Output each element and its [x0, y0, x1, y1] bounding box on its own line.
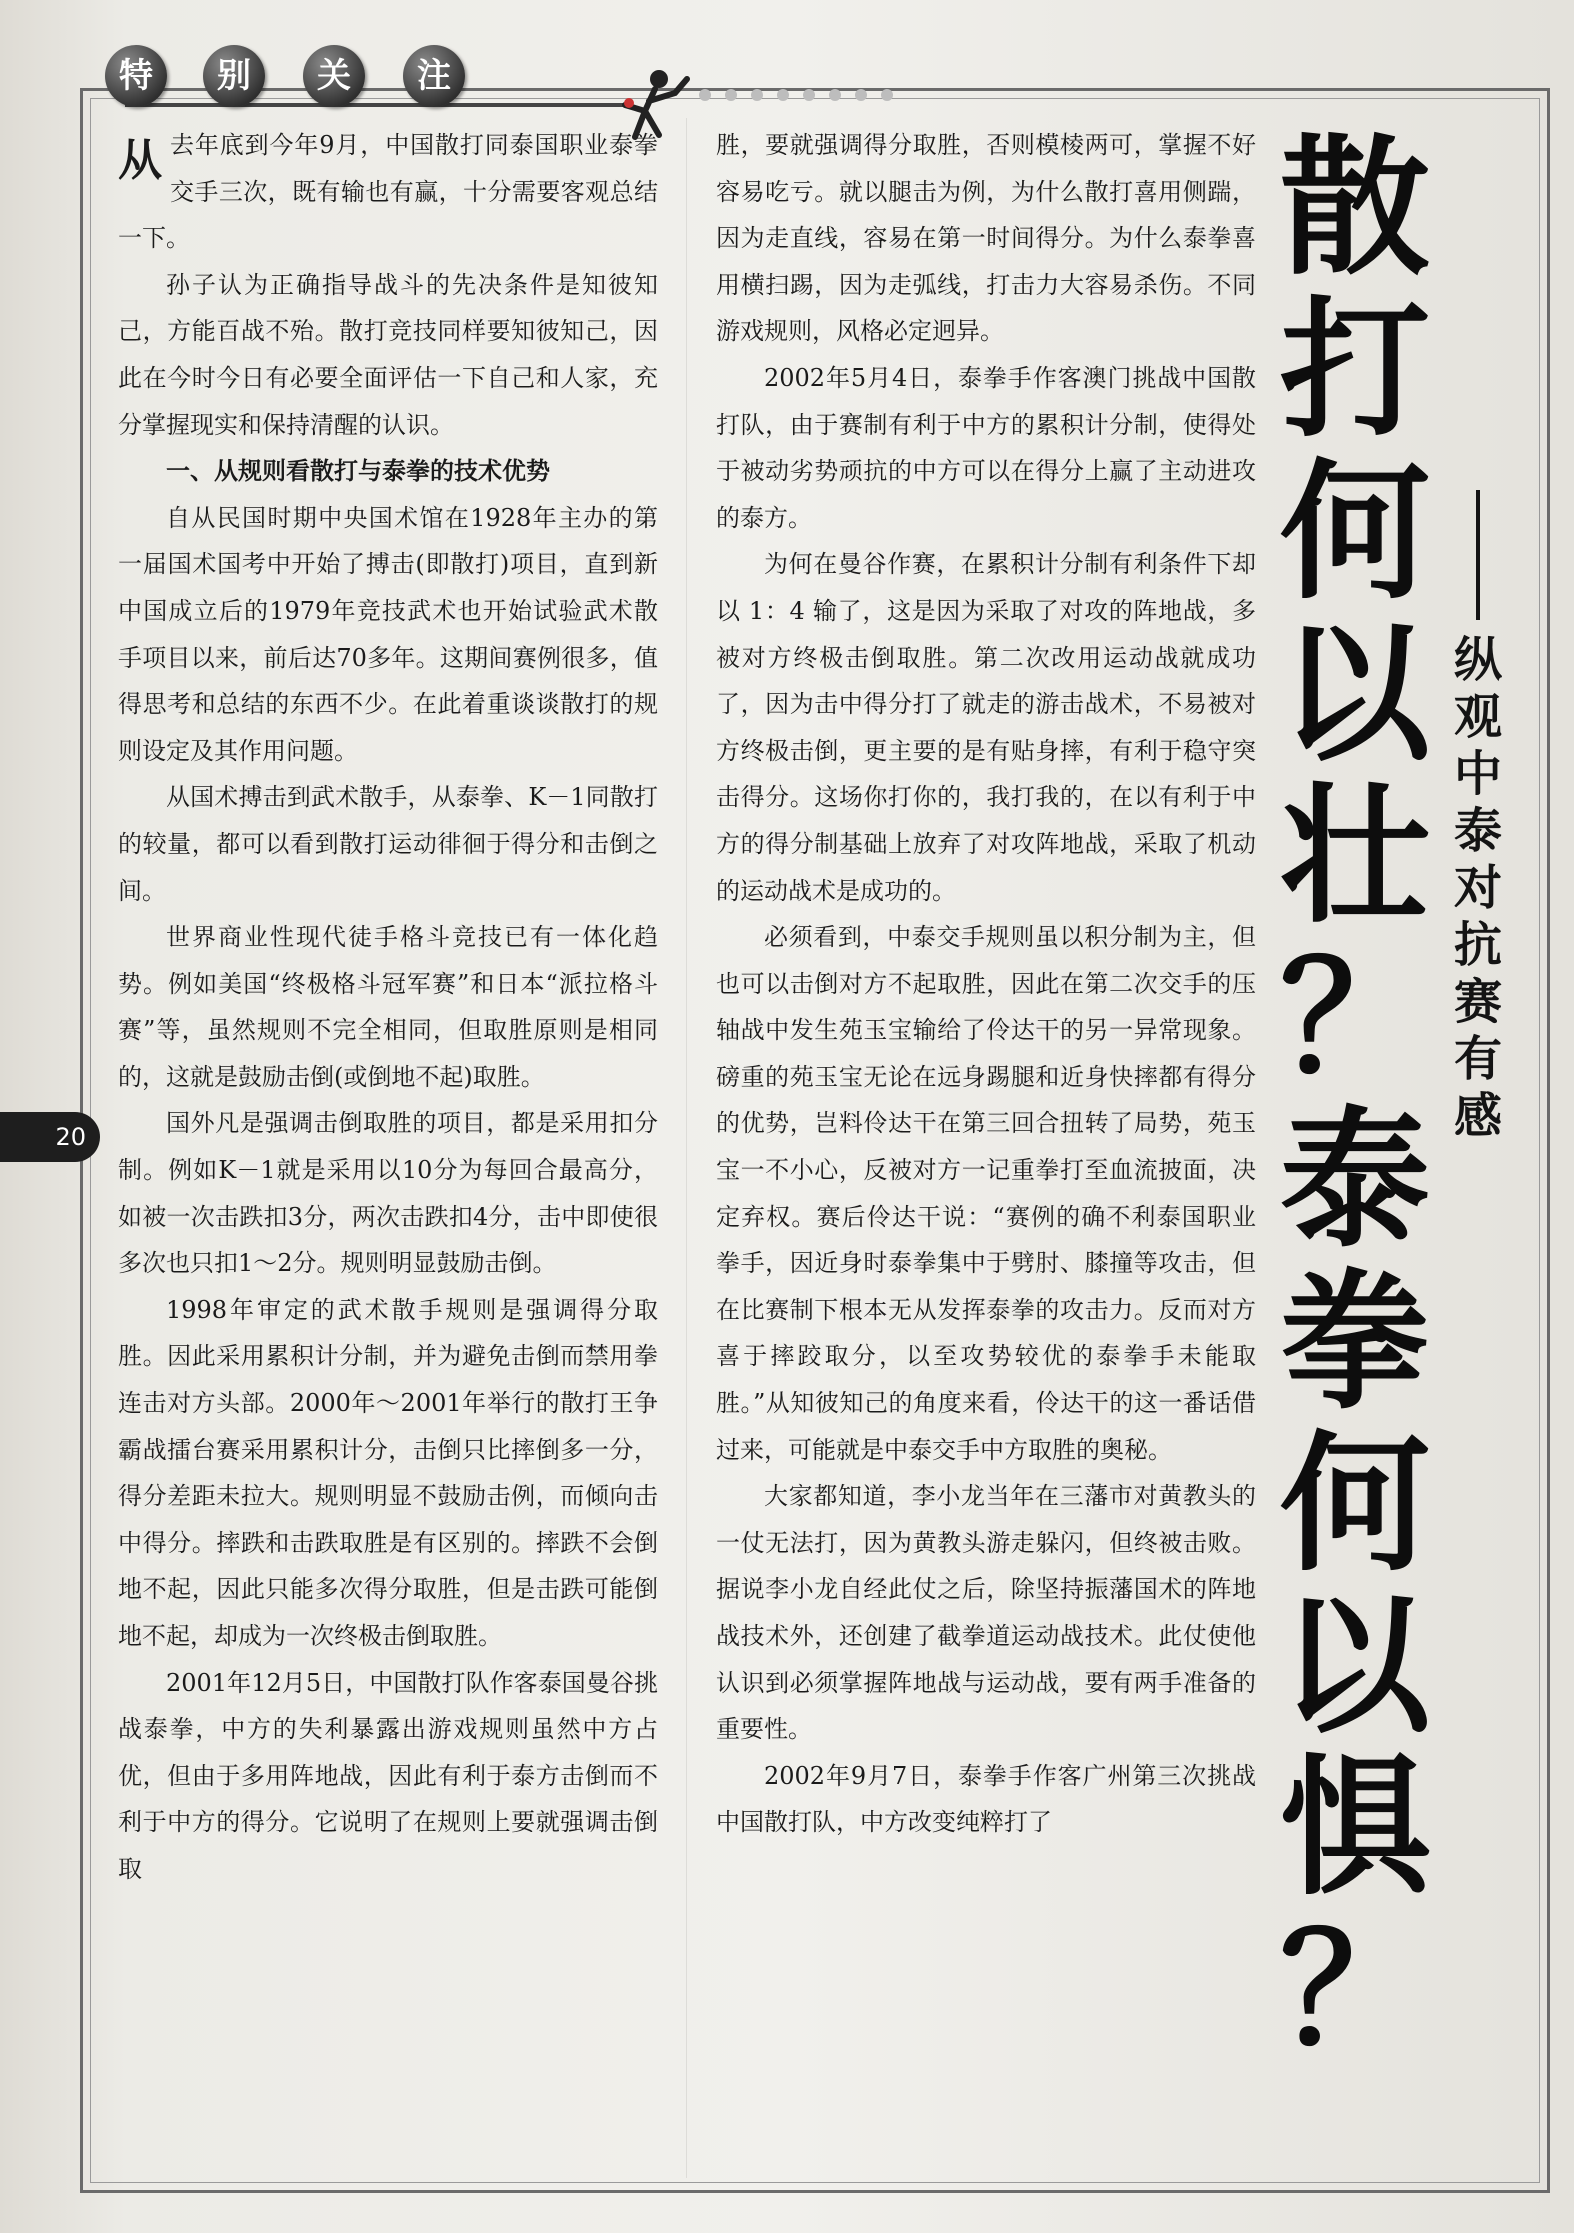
paragraph: 2002年9月7日，泰拳手作客广州第三次挑战中国散打队，中方改变纯粹打了 [716, 1761, 1256, 1837]
article-title [1270, 122, 1440, 2158]
subtitle-char: 赛 [1453, 974, 1502, 1030]
paragraph: 大家都知道，李小龙当年在三藩市对黄教头的一仗无法打，因为黄教头游走躲闪，但终被击败。据说李小龙自经此仗之后，除坚持振藩国术的阵地战技术外，还创建了截拳道运动战技术。此仗使他认识到必须掌握阵地战与运动战，要有两手准备的重要性。 [716, 1482, 1256, 1744]
title-char: 打 [1279, 284, 1430, 458]
section-char-1: 特 [105, 45, 167, 107]
paragraph: 世界商业性现代徒手格斗竞技已有一体化趋势。例如美国“终极格斗冠军赛”和日本“派拉格斗赛”等，虽然规则不完全相同，但取胜原则是相同的，这就是鼓励击倒(或倒地不起)取胜。 [118, 923, 658, 1091]
subtitle-char: 泰 [1453, 803, 1502, 859]
paragraph: 从国术搏击到武术散手，从泰拳、K－1同散打的较量，都可以看到散打运动徘徊于得分和击倒之间。 [118, 783, 658, 905]
title-char: 泰 [1279, 1094, 1430, 1268]
page-number-tab: 20 [0, 1112, 100, 1162]
header-rule [125, 103, 625, 107]
paragraph: 孙子认为正确指导战斗的先决条件是知彼知己，方能百战不殆。散打竞技同样要知彼知己，因此在今时今日有必要全面评估一下自己和人家，充分掌握现实和保持清醒的认识。 [118, 270, 658, 439]
title-char: ？ [1279, 1904, 1430, 2078]
paragraph-text: 去年底到今年9月，中国散打同泰国职业泰拳交手三次，既有输也有赢，十分需要客观总结一下。 [118, 131, 658, 253]
subtitle-char: 有 [1453, 1031, 1502, 1087]
subtitle-char: 观 [1453, 689, 1502, 745]
paragraph: 1998年审定的武术散手规则是强调得分取胜。因此采用累积计分制，并为避免击倒而禁用拳连击对方头部。2000年～2001年举行的散打王争霸战擂台赛采用累积计分，击倒只比摔倒多一分，得分差距未拉大。规则明显不鼓励击例，而倾向击中得分。摔跌和击跌取胜是有区别的。摔跌不会倒地不起，因此只能多次得分取胜，但是击跌可能倒地不起，却成为一次终极击倒取胜。 [118, 1295, 658, 1650]
paragraph: 必须看到，中泰交手规则虽以积分制为主，但也可以击倒对方不起取胜，因此在第二次交手的压轴战中发生苑玉宝输给了伶达干的另一异常现象。磅重的苑玉宝无论在远身踢腿和近身快摔都有得分的优势，岂料伶达干在第三回合扭转了局势，苑玉宝一不小心，反被对方一记重拳打至血流披面，决定弃权。赛后伶达干说：“赛例的确不利泰国职业拳手，因近身时泰拳集中于劈肘、膝撞等攻击，但在比赛制下根本无从发挥泰拳的攻击力。反而对方喜于摔跤取分，以至攻势较优的泰拳手未能取胜。”从知彼知己的角度来看，伶达干的这一番话借过来，可能就是中泰交手中方取胜的奥秘。 [716, 923, 1256, 1464]
drop-cap: 从 [118, 135, 162, 186]
header-dots-decoration [685, 75, 1574, 115]
paragraph [118, 122, 658, 262]
paragraph: 2001年12月5日，中国散打队作客泰国曼谷挑战泰拳，中方的失利暴露出游戏规则虽然中方占优，但由于多用阵地战，因此有利于泰方击倒而不利于中方的得分。它说明了在规则上要就强调击倒取 [118, 1668, 658, 1883]
subtitle-char: 纵 [1453, 632, 1502, 688]
paragraph: 为何在曼谷作赛，在累积计分制有利条件下却以 1：4 输了，这是因为采取了对攻的阵地战，多被对方终极击倒取胜。第二次改用运动战就成功了，因为击中得分打了就走的游击战术，不易被对方终极击倒，更主要的是有贴身摔，有利于稳守突击得分。这场你打你的，我打我的，在以有利于中方的得分制基础上放弃了对攻阵地战，采取了机动的运动战术是成功的。 [716, 550, 1256, 905]
subtitle-char: 抗 [1453, 917, 1502, 973]
title-char: 拳 [1279, 1256, 1430, 1430]
column-divider [686, 118, 687, 2178]
section-char-3: 关 [303, 45, 365, 107]
title-char: 以 [1279, 608, 1430, 782]
subtitle-char: 中 [1453, 746, 1502, 802]
section-char-2: 别 [203, 45, 265, 107]
paragraph: 2002年5月4日，泰拳手作客澳门挑战中国散打队，由于赛制有利于中方的累积计分制，使得处于被动劣势顽抗的中方可以在得分上赢了主动进攻的泰方。 [716, 363, 1256, 532]
subtitle-dash [1476, 490, 1480, 620]
article-column-1 [118, 122, 658, 1893]
article-column-2 [716, 122, 1256, 1846]
article-subtitle [1440, 490, 1516, 1145]
title-char: 壮 [1279, 770, 1430, 944]
paragraph: 自从民国时期中央国术馆在1928年主办的第一届国术国考中开始了搏击(即散打)项目，直到新中国成立后的1979年竞技武术也开始试验武术散手项目以来，前后达70多年。这期间赛例很多，值得思考和总结的东西不少。在此着重谈谈散打的规则设定及其作用问题。 [118, 503, 658, 765]
title-char: 散 [1279, 122, 1430, 296]
title-char: 何 [1279, 446, 1430, 620]
section-char-4: 注 [403, 45, 465, 107]
section-heading: 一、从规则看散打与泰拳的技术优势 [166, 457, 550, 486]
title-char: 以 [1279, 1580, 1430, 1754]
title-char: ？ [1279, 932, 1430, 1106]
subtitle-char: 对 [1453, 860, 1502, 916]
subtitle-char: 感 [1453, 1088, 1502, 1144]
paragraph: 国外凡是强调击倒取胜的项目，都是采用扣分制。例如K－1就是采用以10分为每回合最高分，如被一次击跌扣3分，两次击跌扣4分，击中即使很多次也只扣1～2分。规则明显鼓励击倒。 [118, 1109, 658, 1278]
title-char: 何 [1279, 1418, 1430, 1592]
title-char: 惧 [1279, 1742, 1430, 1916]
paragraph: 胜，要就强调得分取胜，否则模棱两可，掌握不好容易吃亏。就以腿击为例，为什么散打喜用侧踹，因为走直线，容易在第一时间得分。为什么泰拳喜用横扫踢，因为走弧线，打击力大容易杀伤。不同游戏规则，风格必定迥异。 [716, 131, 1256, 346]
